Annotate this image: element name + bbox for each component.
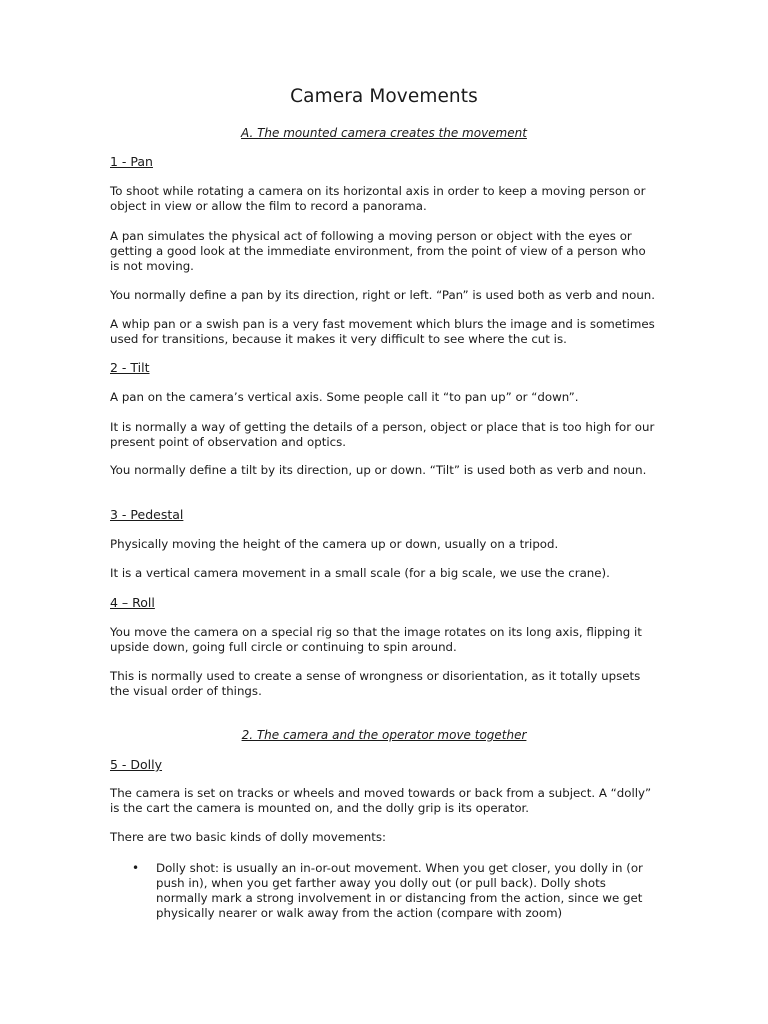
dolly-paragraph-2: There are two basic kinds of dolly movements:: [110, 830, 386, 844]
roll-heading: 4 – Roll: [110, 595, 155, 610]
dolly-bullet-1: Dolly shot: is usually an in-or-out movement. When you get closer, you dolly in (or push in), when you get farther away you dolly out (or pull back). Dolly shots normally mark a strong involvement in or distancing from the action, since we get physically nearer or walk away from the action (compare with zoom): [156, 861, 643, 920]
document-title: Camera Movements: [290, 86, 478, 107]
roll-paragraph-1: You move the camera on a special rig so that the image rotates on its long axis, flipping it upside down, going full circle or continuing to spin around.: [110, 625, 642, 654]
pan-heading: 1 - Pan: [110, 154, 153, 169]
pan-paragraph-2: A pan simulates the physical act of following a moving person or object with the eyes or getting a good look at the immediate environment, from the point of view of a person who is not moving.: [110, 229, 646, 273]
section-a-heading: A. The mounted camera creates the movement: [241, 126, 527, 140]
tilt-paragraph-3: You normally define a tilt by its direction, up or down. “Tilt” is used both as verb and noun.: [110, 463, 647, 477]
dolly-paragraph-1: The camera is set on tracks or wheels and moved towards or back from a subject. A “dolly” is the cart the camera is mounted on, and the dolly grip is its operator.: [110, 786, 652, 815]
roll-paragraph-2: This is normally used to create a sense of wrongness or disorientation, as it totally upsets the visual order of things.: [110, 669, 641, 698]
tilt-heading: 2 - Tilt: [110, 360, 150, 375]
pan-paragraph-3: You normally define a pan by its direction, right or left. “Pan” is used both as verb and noun.: [110, 288, 656, 302]
pan-paragraph-4: A whip pan or a swish pan is a very fast movement which blurs the image and is sometimes used for transitions, because it makes it very difficult to see where the cut is.: [110, 317, 655, 346]
pedestal-heading: 3 - Pedestal: [110, 507, 184, 522]
tilt-paragraph-1: A pan on the camera’s vertical axis. Some people call it “to pan up” or “down”.: [110, 390, 579, 404]
section-b-heading: 2. The camera and the operator move together: [241, 728, 527, 742]
dolly-heading: 5 - Dolly: [110, 757, 163, 772]
pan-paragraph-1: To shoot while rotating a camera on its horizontal axis in order to keep a moving person or object in view or allow the film to record a panorama.: [110, 184, 646, 213]
pedestal-paragraph-1: Physically moving the height of the camera up or down, usually on a tripod.: [110, 537, 559, 551]
tilt-paragraph-2: It is normally a way of getting the details of a person, object or place that is too high for our present point of observation and optics.: [110, 420, 655, 449]
bullet-icon: •: [132, 861, 140, 875]
pedestal-paragraph-2: It is a vertical camera movement in a small scale (for a big scale, we use the crane).: [110, 566, 610, 580]
